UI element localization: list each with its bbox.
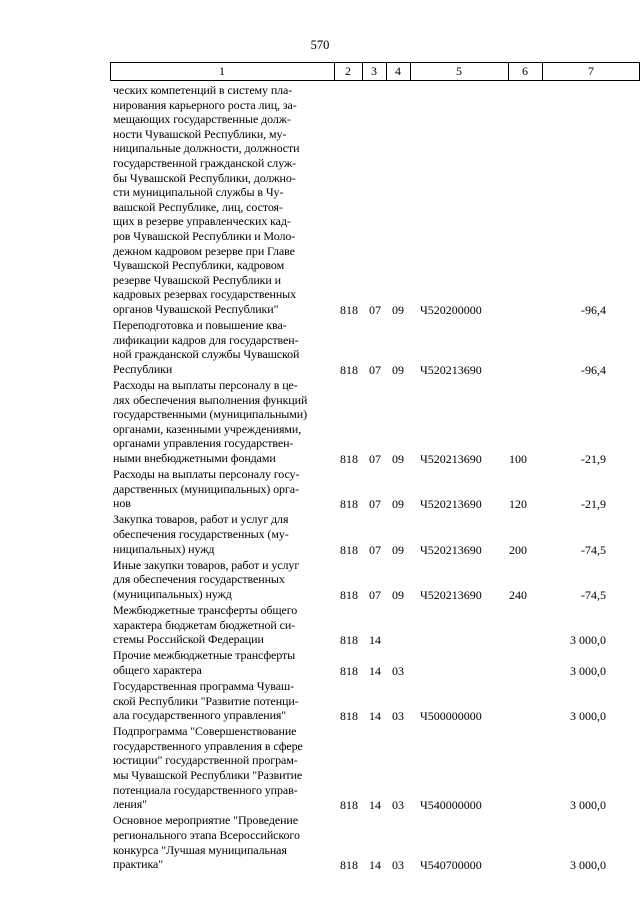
cell-c3: 07 [369,542,381,557]
description-line: Государственная программа Чуваш- [113,679,294,693]
cell-c4: 03 [392,663,404,678]
description-line: Основное мероприятие "Проведение [113,813,298,828]
cell-c5: Ч520213690 [420,542,482,557]
description-line: Прочие межбюджетные трансферты [113,648,296,663]
description-line: обеспечения государственных (му- [113,526,289,541]
description-line: конкурса "Лучшая муниципальная [113,842,287,857]
cell-c5: Ч520213690 [420,497,482,512]
header-col-2: 2 [345,64,351,78]
cell-c3: 14 [369,663,381,678]
row-description [113,512,321,556]
header-col-3: 3 [371,64,377,78]
cell-c7: 3 000,0 [570,663,606,678]
header-col-6: 6 [522,64,528,78]
description-line: юстиции" государственной програм- [113,753,298,768]
description-line: характера бюджетам бюджетной си- [113,617,296,632]
cell-c5: Ч520200000 [420,303,482,317]
description-line: лификации кадров для государствен- [113,332,299,347]
description-line: щих в резерве управленческих кад- [113,214,291,229]
description-line: мы Чувашской Республики "Развитие [113,768,303,783]
cell-c7: -96,4 [581,362,606,377]
description-line: Чувашской Республики, кадровом [113,258,285,273]
header-col-4: 4 [395,64,401,78]
cell-c2: 818 [340,663,358,678]
description-line: потенциала государственного управ- [113,782,298,797]
description-line: ниципальных) нужд [113,541,215,556]
cell-c7: -74,5 [581,587,606,602]
cell-c3: 14 [369,633,381,648]
header-col-5: 5 [456,64,462,78]
cell-c4: 09 [392,452,404,466]
cell-c4: 09 [392,362,404,377]
row-description [113,83,321,317]
description-line: для обеспечения государственных [113,572,285,587]
cell-c3: 07 [369,362,381,377]
cell-c7: 3 000,0 [570,798,606,813]
cell-c3: 14 [369,798,381,813]
cell-c6: 240 [509,587,527,602]
description-line: государственного управления в сфере [113,738,303,753]
row-description [113,813,321,871]
description-line: Иные закупки товаров, работ и услуг [113,557,300,572]
description-line: практика" [113,857,164,872]
description-line: дежном кадровом резерве при Главе [113,243,295,258]
row-description [113,724,321,812]
cell-c7: 3 000,0 [570,633,606,648]
description-line: Закупка товаров, работ и услуг для [113,512,289,527]
cell-c4: 03 [392,858,404,873]
cell-c2: 818 [340,542,358,557]
description-line: органов Чувашской Республики" [113,301,279,316]
description-line: (муниципальных) нужд [113,586,232,601]
cell-c4: 09 [392,587,404,602]
description-line: общего характера [113,662,202,677]
cell-c6: 200 [509,542,527,557]
description-line: дарственных (муниципальных) орга- [113,481,299,496]
description-line: резерве Чувашской Республики и [113,272,281,287]
cell-c5: Ч500000000 [420,709,482,724]
description-line: государственными (муниципальными) [113,407,307,422]
cell-c4: 09 [392,542,404,557]
description-line: нирования карьерного роста лиц, за- [113,97,297,112]
row-description [113,648,321,677]
cell-c3: 07 [369,303,381,317]
description-line: мещающих государственные долж- [113,112,291,127]
cell-c2: 818 [340,633,358,648]
cell-c4: 09 [392,497,404,512]
row-description [113,378,321,466]
description-line: ров Чувашской Республики и Моло- [113,228,296,243]
page-number: 570 [310,38,330,52]
description-line: сти муниципальной службы в Чу- [113,185,284,200]
cell-c6: 100 [509,452,527,466]
cell-c3: 14 [369,858,381,873]
description-line: лях обеспечения выполнения функций [113,392,308,407]
description-line: ной гражданской службы Чувашской [113,347,300,362]
description-line: ления" [113,797,147,812]
description-line: Расходы на выплаты персоналу госу- [113,467,300,482]
description-line: нов [113,496,131,511]
description-line: ности Чувашской Республики, му- [113,126,287,141]
description-line: Переподготовка и повышение ква- [113,318,287,333]
cell-c2: 818 [340,452,358,466]
header-col-1: 1 [219,64,225,78]
description-line: стемы Российской Федерации [113,632,264,647]
cell-c6: 120 [509,497,527,512]
cell-c4: 09 [392,303,404,317]
cell-c2: 818 [340,362,358,377]
cell-c2: 818 [340,587,358,602]
description-line: органами, казенными учреждениями, [113,421,302,436]
row-description [113,679,321,723]
cell-c3: 07 [369,587,381,602]
cell-c3: 07 [369,452,381,466]
header-col-7: 7 [588,64,594,78]
row-description [113,318,321,376]
cell-c2: 818 [340,709,358,724]
cell-c2: 818 [340,858,358,873]
description-line: кадровых резервах государственных [113,287,297,302]
description-line: Расходы на выплаты персоналу в це- [113,378,298,392]
cell-c3: 14 [369,709,381,724]
cell-c7: -74,5 [581,542,606,557]
cell-c4: 03 [392,798,404,813]
description-line: органами управления государствен- [113,436,294,451]
cell-c4: 03 [392,709,404,724]
description-line: Подпрограмма "Совершенствование [113,724,297,739]
cell-c5: Ч540700000 [420,858,482,873]
description-line: государственной гражданской служ- [113,155,297,170]
cell-c7: -21,9 [581,497,606,512]
cell-c3: 07 [369,497,381,512]
description-line: Межбюджетные трансферты общего [113,603,298,617]
row-description [113,603,321,647]
cell-c2: 818 [340,303,358,317]
row-description [113,558,321,602]
cell-c7: 3 000,0 [570,709,606,724]
cell-c2: 818 [340,798,358,813]
cell-c7: -96,4 [581,303,606,317]
description-line: ниципальные должности, должности [113,141,300,156]
description-line: Республики [113,361,173,376]
cell-c5: Ч520213690 [420,452,482,466]
description-line: вашской Республике, лиц, состоя- [113,199,283,214]
description-line: ными внебюджетными фондами [113,450,276,465]
row-description [113,467,321,511]
cell-c2: 818 [340,497,358,512]
cell-c7: 3 000,0 [570,858,606,873]
cell-c5: Ч520213690 [420,362,482,377]
cell-c5: Ч520213690 [420,587,482,602]
description-line: ской Республики "Развитие потенци- [113,693,299,708]
description-line: ала государственного управления" [113,708,287,723]
table-header [110,62,640,81]
description-line: ческих компетенций в систему пла- [113,83,293,97]
description-line: бы Чувашской Республики, должно- [113,170,296,185]
cell-c7: -21,9 [581,452,606,466]
cell-c5: Ч540000000 [420,798,482,813]
description-line: регионального этапа Всероссийского [113,827,300,842]
